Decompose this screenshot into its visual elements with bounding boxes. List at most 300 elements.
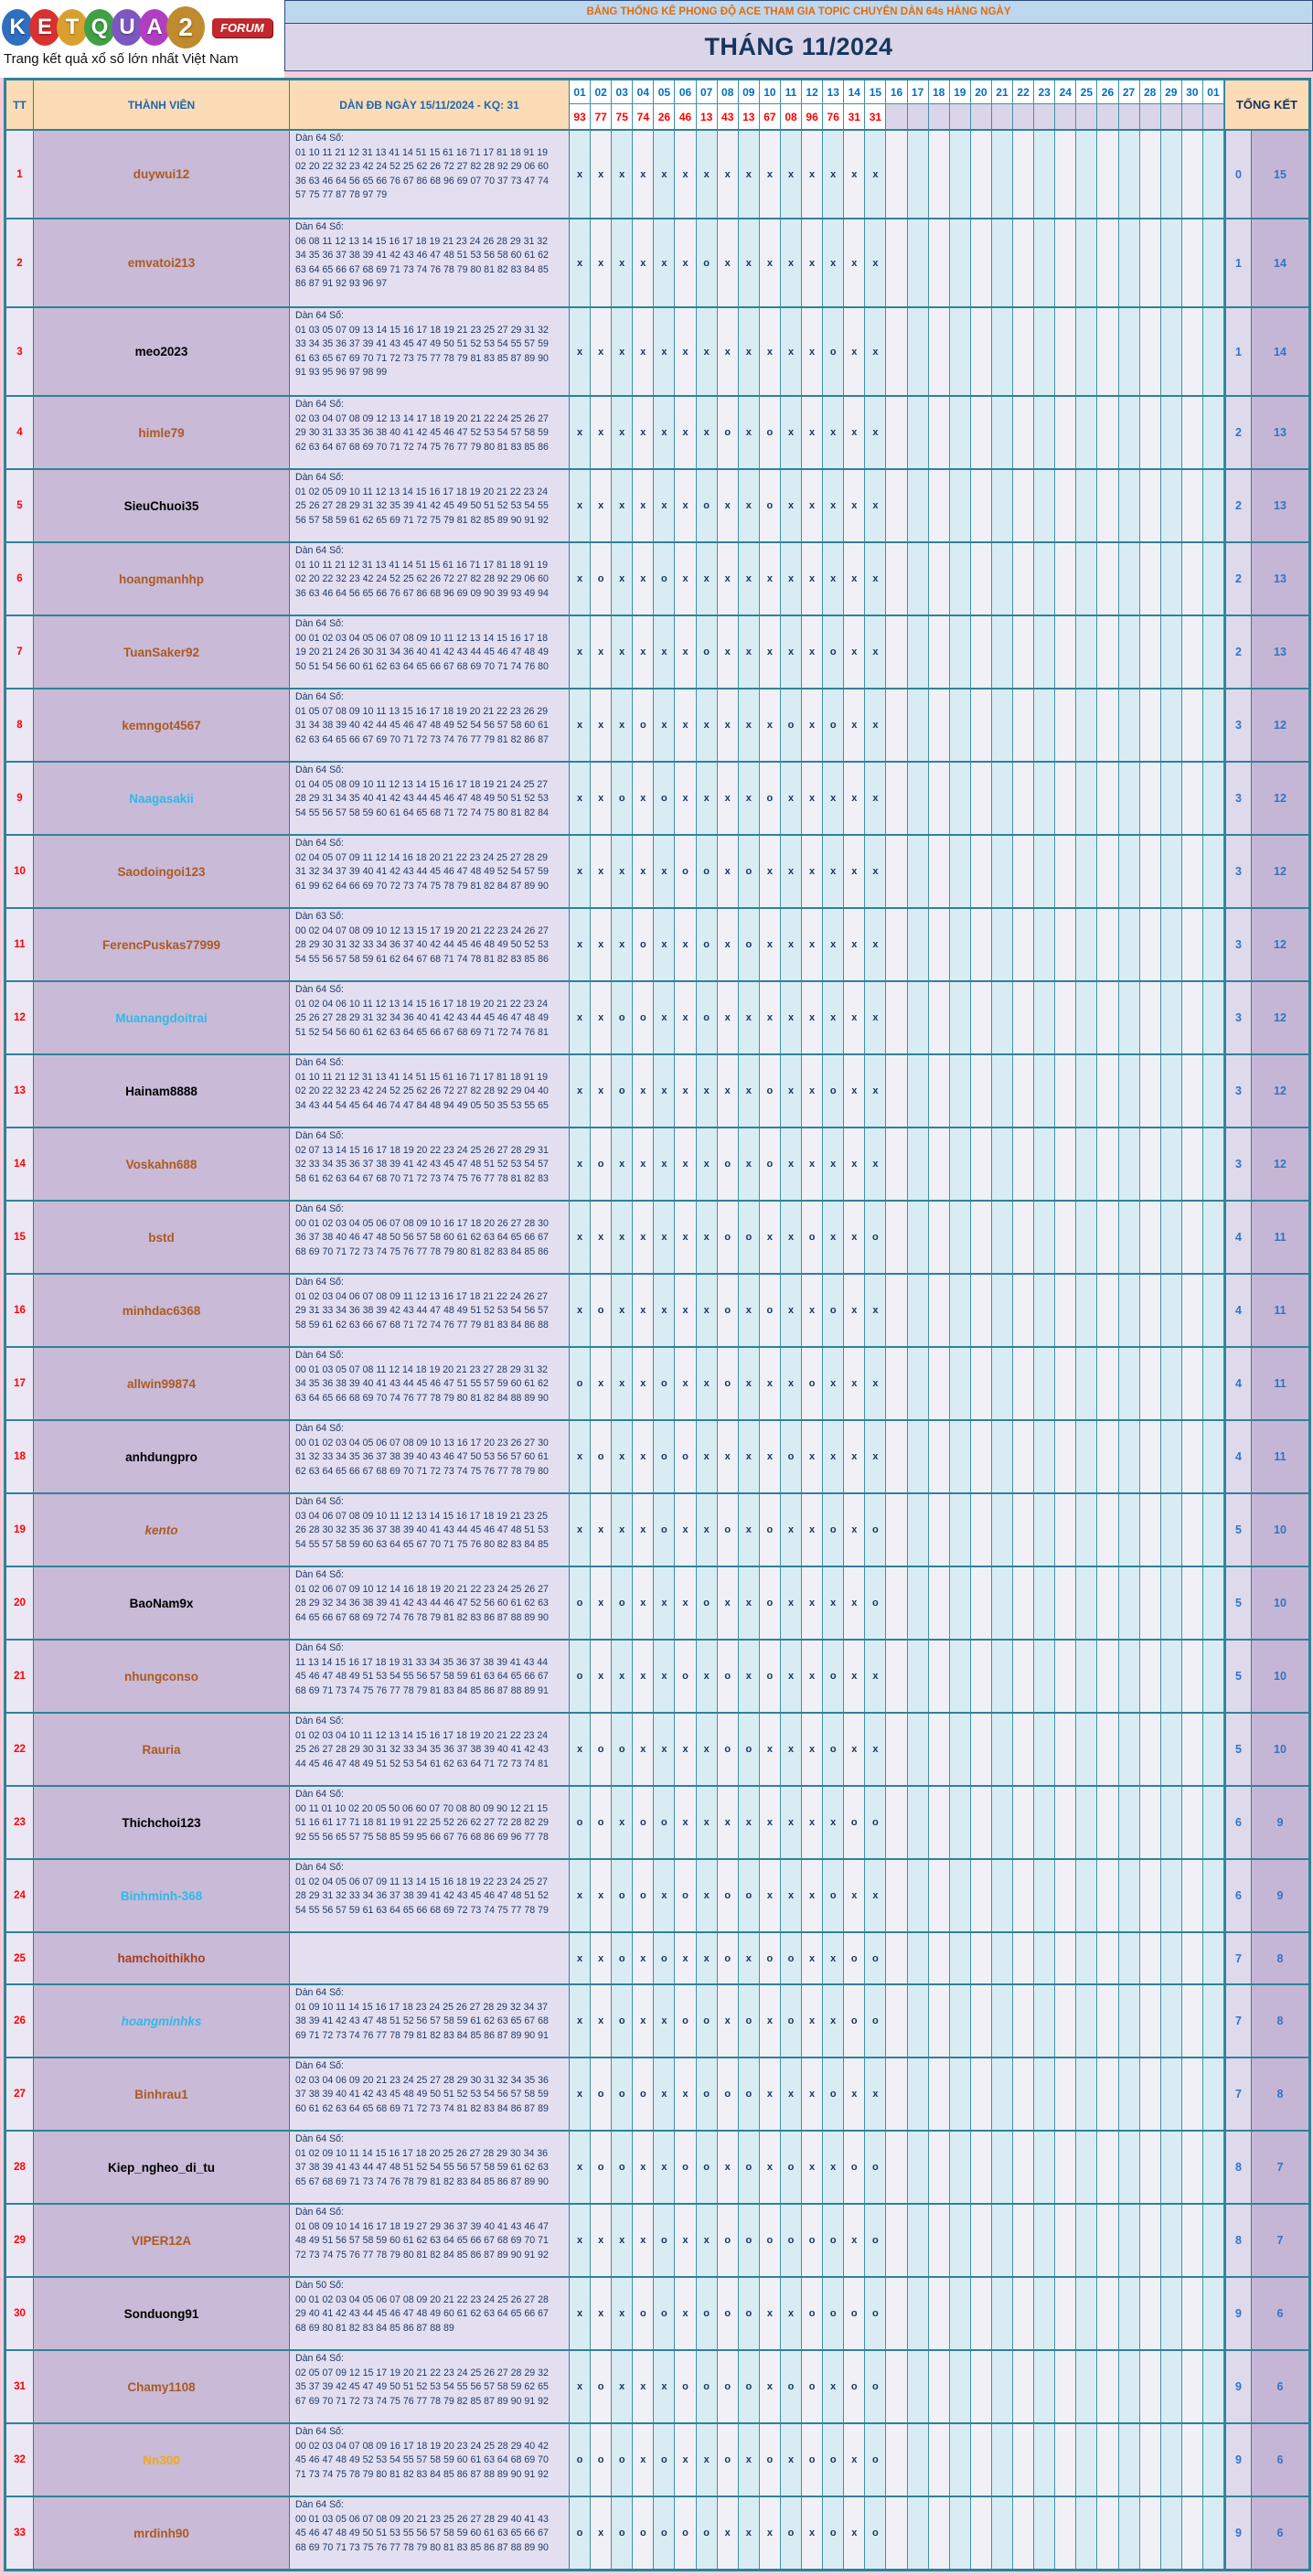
dan-line: 68 69 71 73 74 75 76 77 78 79 81 83 84 85 86 87 88 89 91 xyxy=(295,1684,549,1696)
dan-line: 00 01 02 03 04 05 06 07 08 09 10 16 17 18 20 26 27 28 30 xyxy=(295,1217,549,1229)
member-name[interactable]: Sonduong91 xyxy=(34,2278,290,2349)
mark-empty xyxy=(1182,308,1203,395)
dan-label: Dàn 64 Số: xyxy=(295,1716,345,1726)
mark-o: o xyxy=(675,1641,696,1712)
mark-x: x xyxy=(633,470,654,541)
mark-x: x xyxy=(675,543,696,615)
member-name[interactable]: Naagasakii xyxy=(34,763,290,834)
day-result: 13 xyxy=(697,104,718,129)
mark-o: o xyxy=(781,1421,802,1492)
dan-line: 62 63 64 67 68 69 70 71 72 74 75 76 77 79 80 81 83 85 86 xyxy=(295,441,549,453)
daily-marks xyxy=(570,2424,1224,2496)
row-number: 22 xyxy=(6,1714,34,1785)
mark-o: o xyxy=(570,2497,591,2569)
dan-numbers xyxy=(290,470,570,541)
mark-x: x xyxy=(591,982,612,1053)
mark-o: o xyxy=(697,836,718,907)
mark-empty xyxy=(950,1494,971,1566)
member-name[interactable]: emvatoi213 xyxy=(34,219,290,306)
day-result-empty xyxy=(886,104,907,129)
member-name[interactable]: Voskahn688 xyxy=(34,1128,290,1200)
mark-empty xyxy=(1161,1348,1182,1419)
dan-line: 32 33 34 35 36 37 38 39 41 42 43 45 47 48 51 52 53 54 57 xyxy=(295,1159,549,1170)
total-o-count: 5 xyxy=(1224,1641,1252,1712)
total-x-count: 13 xyxy=(1252,470,1308,541)
mark-o: o xyxy=(823,1714,844,1785)
member-name[interactable]: Rauria xyxy=(34,1714,290,1785)
mark-empty xyxy=(1119,543,1140,615)
mark-x: x xyxy=(781,1275,802,1346)
mark-empty xyxy=(950,689,971,761)
mark-empty xyxy=(971,1985,992,2057)
mark-empty xyxy=(1140,131,1161,218)
mark-o: o xyxy=(802,2424,823,2496)
mark-x: x xyxy=(802,836,823,907)
mark-o: o xyxy=(718,1494,739,1566)
dan-line: 58 61 62 63 64 67 68 70 71 72 73 74 75 76 77 78 81 82 83 xyxy=(295,1172,549,1184)
mark-x: x xyxy=(697,1641,718,1712)
mark-o: o xyxy=(612,2497,633,2569)
mark-empty xyxy=(1097,1055,1118,1127)
mark-empty xyxy=(1140,1985,1161,2057)
mark-empty xyxy=(886,543,907,615)
mark-empty xyxy=(1161,1055,1182,1127)
mark-o: o xyxy=(739,1202,760,1273)
mark-o: o xyxy=(781,1933,802,1983)
dan-numbers xyxy=(290,689,570,761)
mark-o: o xyxy=(823,2205,844,2276)
mark-x: x xyxy=(697,1421,718,1492)
mark-x: x xyxy=(802,1641,823,1712)
mark-x: x xyxy=(675,131,696,218)
mark-x: x xyxy=(760,2132,781,2203)
dan-line: 01 08 09 10 14 16 17 18 19 27 29 36 37 39 40 41 43 46 47 xyxy=(295,2220,549,2232)
mark-x: x xyxy=(739,763,760,834)
total-x-count: 12 xyxy=(1252,1055,1308,1127)
daily-marks xyxy=(570,1985,1224,2057)
mark-x: x xyxy=(570,2132,591,2203)
dan-label: Dàn 64 Số: xyxy=(295,2060,345,2071)
dan-line: 68 69 80 81 82 83 84 85 86 87 88 89 xyxy=(295,2322,454,2334)
daily-marks xyxy=(570,1494,1224,1566)
mark-empty xyxy=(1161,1421,1182,1492)
mark-o: o xyxy=(844,1933,865,1983)
mark-empty xyxy=(929,836,950,907)
mark-empty xyxy=(971,1128,992,1200)
row-number: 14 xyxy=(6,1128,34,1200)
mark-o: o xyxy=(823,1055,844,1127)
site-logo[interactable] xyxy=(0,0,284,78)
mark-o: o xyxy=(697,2278,718,2349)
mark-empty xyxy=(1119,982,1140,1053)
mark-empty xyxy=(1182,763,1203,834)
mark-o: o xyxy=(612,1567,633,1639)
day-header: 21 xyxy=(992,80,1013,104)
mark-empty xyxy=(929,1202,950,1273)
member-name[interactable]: hoangmanhhp xyxy=(34,543,290,615)
dan-label: Dàn 64 Số: xyxy=(295,2499,345,2510)
member-name[interactable]: Chamy1108 xyxy=(34,2351,290,2422)
mark-empty xyxy=(886,2424,907,2496)
dan-line: 02 03 04 06 09 20 21 23 24 25 27 28 29 30 31 32 34 35 36 xyxy=(295,2074,549,2086)
mark-empty xyxy=(886,131,907,218)
member-name[interactable]: bstd xyxy=(34,1202,290,1273)
mark-o: o xyxy=(865,1933,886,1983)
member-name[interactable]: nhungconso xyxy=(34,1641,290,1712)
dan-line: 25 26 27 28 29 30 31 32 33 34 35 36 37 38 39 40 41 42 43 xyxy=(295,1744,549,1756)
mark-x: x xyxy=(739,131,760,218)
mark-x: x xyxy=(570,616,591,688)
mark-empty xyxy=(929,1933,950,1983)
mark-empty xyxy=(1097,219,1118,306)
day-result: 76 xyxy=(823,104,844,129)
mark-empty xyxy=(929,397,950,468)
mark-empty xyxy=(1203,1055,1224,1127)
mark-x: x xyxy=(591,1641,612,1712)
dan-label: Dàn 64 Số: xyxy=(295,984,345,995)
mark-empty xyxy=(1097,1128,1118,1200)
mark-empty xyxy=(992,909,1013,980)
mark-x: x xyxy=(844,1494,865,1566)
mark-empty xyxy=(1140,1933,1161,1983)
member-name[interactable]: meo2023 xyxy=(34,308,290,395)
total-o-count: 8 xyxy=(1224,2132,1252,2203)
mark-x: x xyxy=(760,543,781,615)
dan-numbers xyxy=(290,1985,570,2057)
mark-x: x xyxy=(802,1985,823,2057)
mark-o: o xyxy=(633,1787,654,1858)
mark-empty xyxy=(886,2497,907,2569)
mark-empty xyxy=(1203,2497,1224,2569)
mark-o: o xyxy=(844,1787,865,1858)
mark-empty xyxy=(992,2132,1013,2203)
day-header: 15 xyxy=(865,80,886,104)
mark-empty xyxy=(1182,131,1203,218)
total-x-count: 12 xyxy=(1252,763,1308,834)
mark-x: x xyxy=(823,836,844,907)
member-name[interactable]: BaoNam9x xyxy=(34,1567,290,1639)
day-header: 25 xyxy=(1076,80,1097,104)
mark-o: o xyxy=(865,2497,886,2569)
dan-label: Dàn 64 Số: xyxy=(295,1789,345,1800)
mark-empty xyxy=(1076,1860,1097,1931)
mark-empty xyxy=(908,1985,929,2057)
mark-empty xyxy=(908,2497,929,2569)
mark-x: x xyxy=(739,308,760,395)
mark-empty xyxy=(1034,836,1055,907)
mark-x: x xyxy=(570,470,591,541)
dan-numbers xyxy=(290,543,570,615)
mark-o: o xyxy=(739,2278,760,2349)
mark-x: x xyxy=(844,909,865,980)
day-header: 09 xyxy=(739,80,760,104)
member-name[interactable]: SieuChuoi35 xyxy=(34,470,290,541)
mark-empty xyxy=(929,219,950,306)
mark-empty xyxy=(992,1787,1013,1858)
dan-label: Dàn 64 Số: xyxy=(295,221,345,232)
row-number: 23 xyxy=(6,1787,34,1858)
day-result: 26 xyxy=(654,104,675,129)
mark-o: o xyxy=(865,1494,886,1566)
mark-empty xyxy=(1034,982,1055,1053)
mark-empty xyxy=(1097,689,1118,761)
member-name[interactable]: Nn300 xyxy=(34,2424,290,2496)
mark-empty xyxy=(929,2351,950,2422)
member-name[interactable]: Thichchoi123 xyxy=(34,1787,290,1858)
member-name[interactable]: hoangminhks xyxy=(34,1985,290,2057)
mark-empty xyxy=(1182,1128,1203,1200)
mark-empty xyxy=(1182,1275,1203,1346)
mark-o: o xyxy=(823,2497,844,2569)
mark-empty xyxy=(1097,1348,1118,1419)
member-name[interactable]: Kiep_ngheo_di_tu xyxy=(34,2132,290,2203)
mark-empty xyxy=(1203,1641,1224,1712)
member-name[interactable]: duywui12 xyxy=(34,131,290,218)
row-number: 11 xyxy=(6,909,34,980)
member-name[interactable]: mrdinh90 xyxy=(34,2497,290,2569)
total-x-count: 10 xyxy=(1252,1714,1308,1785)
logo-letter: U xyxy=(112,9,143,46)
mark-x: x xyxy=(675,1714,696,1785)
dan-line: 38 39 41 42 43 47 48 51 52 56 57 58 59 61 62 63 65 67 68 xyxy=(295,2015,549,2027)
mark-empty xyxy=(971,397,992,468)
mark-empty xyxy=(1055,1421,1076,1492)
mark-x: x xyxy=(844,1714,865,1785)
day-result-empty xyxy=(950,104,971,129)
mark-x: x xyxy=(823,763,844,834)
mark-x: x xyxy=(570,2351,591,2422)
member-name[interactable]: allwin99874 xyxy=(34,1348,290,1419)
mark-x: x xyxy=(591,616,612,688)
mark-x: x xyxy=(739,1494,760,1566)
day-result-empty xyxy=(1140,104,1161,129)
mark-o: o xyxy=(718,1714,739,1785)
mark-empty xyxy=(1013,2278,1034,2349)
mark-empty xyxy=(908,397,929,468)
mark-empty xyxy=(1182,2132,1203,2203)
mark-empty xyxy=(908,2424,929,2496)
member-row xyxy=(6,1127,1308,1200)
day-result: 31 xyxy=(865,104,886,129)
member-name[interactable]: kemngot4567 xyxy=(34,689,290,761)
mark-empty xyxy=(1055,131,1076,218)
member-name[interactable]: Binhrau1 xyxy=(34,2058,290,2130)
mark-x: x xyxy=(654,308,675,395)
mark-o: o xyxy=(612,1714,633,1785)
dan-line: 56 57 58 59 61 62 65 69 71 72 75 79 81 82 85 89 90 91 92 xyxy=(295,514,549,526)
mark-x: x xyxy=(760,1348,781,1419)
member-row xyxy=(6,2203,1308,2276)
member-name[interactable]: Saodoingoi123 xyxy=(34,836,290,907)
day-result: 75 xyxy=(612,104,633,129)
mark-empty xyxy=(1055,2351,1076,2422)
dan-line: 50 51 54 56 60 61 62 63 64 65 66 67 68 69 70 71 74 76 80 xyxy=(295,660,549,672)
mark-empty xyxy=(1055,543,1076,615)
mark-empty xyxy=(950,2058,971,2130)
mark-x: x xyxy=(739,1567,760,1639)
mark-empty xyxy=(1140,1421,1161,1492)
day-result-empty xyxy=(1097,104,1118,129)
mark-x: x xyxy=(865,1641,886,1712)
mark-x: x xyxy=(823,2351,844,2422)
member-name[interactable]: TuanSaker92 xyxy=(34,616,290,688)
mark-x: x xyxy=(633,1933,654,1983)
mark-empty xyxy=(1119,470,1140,541)
total-x-count: 13 xyxy=(1252,543,1308,615)
member-row xyxy=(6,907,1308,980)
member-row xyxy=(6,2422,1308,2496)
mark-empty xyxy=(992,1275,1013,1346)
dan-label: Dàn 64 Số: xyxy=(295,1496,345,1507)
mark-empty xyxy=(1013,909,1034,980)
mark-empty xyxy=(1034,1202,1055,1273)
dan-line: 01 03 05 07 09 13 14 15 16 17 18 19 21 23 25 27 29 31 32 xyxy=(295,324,549,336)
mark-o: o xyxy=(633,982,654,1053)
mark-empty xyxy=(971,1494,992,1566)
mark-empty xyxy=(1182,1494,1203,1566)
daily-marks xyxy=(570,543,1224,615)
mark-x: x xyxy=(612,616,633,688)
dan-label: Dàn 50 Số: xyxy=(295,2280,345,2291)
day-header: 26 xyxy=(1097,80,1118,104)
mark-o: o xyxy=(697,2058,718,2130)
mark-x: x xyxy=(718,2132,739,2203)
dan-line: 91 93 95 96 97 98 99 xyxy=(295,367,388,379)
daily-marks xyxy=(570,1128,1224,1200)
mark-empty xyxy=(1119,1275,1140,1346)
mark-x: x xyxy=(865,470,886,541)
mark-x: x xyxy=(802,131,823,218)
daily-marks xyxy=(570,1860,1224,1931)
mark-o: o xyxy=(591,1787,612,1858)
mark-x: x xyxy=(633,1985,654,2057)
mark-empty xyxy=(1013,1860,1034,1931)
mark-x: x xyxy=(697,1202,718,1273)
mark-empty xyxy=(886,1714,907,1785)
member-name[interactable]: FerencPuskas77999 xyxy=(34,909,290,980)
mark-empty xyxy=(950,1860,971,1931)
dan-numbers xyxy=(290,131,570,218)
mark-o: o xyxy=(865,1567,886,1639)
mark-empty xyxy=(992,2205,1013,2276)
member-row xyxy=(6,761,1308,834)
mark-empty xyxy=(1034,1933,1055,1983)
mark-o: o xyxy=(823,1641,844,1712)
mark-empty xyxy=(1097,763,1118,834)
mark-empty xyxy=(1182,1985,1203,2057)
mark-x: x xyxy=(612,1128,633,1200)
col-header-tt: TT xyxy=(6,80,34,129)
mark-o: o xyxy=(844,2351,865,2422)
mark-empty xyxy=(1119,909,1140,980)
mark-empty xyxy=(1076,1641,1097,1712)
daily-marks xyxy=(570,836,1224,907)
mark-x: x xyxy=(844,1055,865,1127)
mark-empty xyxy=(1034,131,1055,218)
mark-empty xyxy=(1161,2424,1182,2496)
member-row xyxy=(6,306,1308,395)
mark-empty xyxy=(1203,2278,1224,2349)
member-name[interactable]: Muanangdoitrai xyxy=(34,982,290,1053)
mark-x: x xyxy=(570,909,591,980)
total-x-count: 9 xyxy=(1252,1787,1308,1858)
day-header: 30 xyxy=(1182,80,1203,104)
member-name[interactable]: Binhminh-368 xyxy=(34,1860,290,1931)
member-name[interactable]: minhdac6368 xyxy=(34,1275,290,1346)
mark-x: x xyxy=(697,1348,718,1419)
mark-o: o xyxy=(697,982,718,1053)
mark-empty xyxy=(950,470,971,541)
total-o-count: 3 xyxy=(1224,1128,1252,1200)
mark-o: o xyxy=(675,2351,696,2422)
logo-letter: Q xyxy=(84,9,115,46)
mark-empty xyxy=(1097,1860,1118,1931)
mark-empty xyxy=(1161,1275,1182,1346)
mark-empty xyxy=(1055,397,1076,468)
member-row xyxy=(6,1785,1308,1858)
mark-x: x xyxy=(654,1202,675,1273)
mark-empty xyxy=(1182,1714,1203,1785)
mark-x: x xyxy=(781,308,802,395)
mark-empty xyxy=(971,1641,992,1712)
mark-x: x xyxy=(633,1494,654,1566)
member-name[interactable]: anhdungpro xyxy=(34,1421,290,1492)
mark-o: o xyxy=(675,836,696,907)
mark-empty xyxy=(992,2058,1013,2130)
mark-empty xyxy=(886,1641,907,1712)
day-headers xyxy=(570,80,1224,129)
mark-x: x xyxy=(718,689,739,761)
mark-empty xyxy=(1140,836,1161,907)
mark-x: x xyxy=(802,308,823,395)
mark-empty xyxy=(1076,1202,1097,1273)
member-row xyxy=(6,1931,1308,1983)
mark-empty xyxy=(886,397,907,468)
mark-empty xyxy=(1055,1985,1076,2057)
member-name[interactable]: VIPER12A xyxy=(34,2205,290,2276)
col-header-total: TỔNG KẾT xyxy=(1224,80,1308,129)
member-name[interactable]: himle79 xyxy=(34,397,290,468)
mark-empty xyxy=(1055,689,1076,761)
mark-x: x xyxy=(633,763,654,834)
mark-empty xyxy=(1119,616,1140,688)
mark-x: x xyxy=(823,397,844,468)
mark-empty xyxy=(1034,1055,1055,1127)
member-row xyxy=(6,2057,1308,2130)
mark-x: x xyxy=(739,1933,760,1983)
mark-empty xyxy=(1034,397,1055,468)
dan-line: 25 26 27 28 29 31 32 34 36 40 41 42 43 44 45 46 47 48 49 xyxy=(295,1012,549,1024)
mark-empty xyxy=(886,308,907,395)
mark-empty xyxy=(1034,1421,1055,1492)
mark-x: x xyxy=(675,1567,696,1639)
mark-o: o xyxy=(781,2351,802,2422)
day-result: 77 xyxy=(591,104,612,129)
member-name[interactable]: kento xyxy=(34,1494,290,1566)
mark-x: x xyxy=(802,982,823,1053)
day-header: 07 xyxy=(697,80,718,104)
daily-marks xyxy=(570,909,1224,980)
member-name[interactable]: Hainam8888 xyxy=(34,1055,290,1127)
mark-empty xyxy=(1076,689,1097,761)
mark-empty xyxy=(1140,397,1161,468)
mark-x: x xyxy=(718,982,739,1053)
mark-empty xyxy=(950,982,971,1053)
mark-empty xyxy=(1140,2351,1161,2422)
dan-numbers xyxy=(290,616,570,688)
mark-empty xyxy=(1203,1494,1224,1566)
member-name[interactable]: hamchoithikho xyxy=(34,1933,290,1983)
